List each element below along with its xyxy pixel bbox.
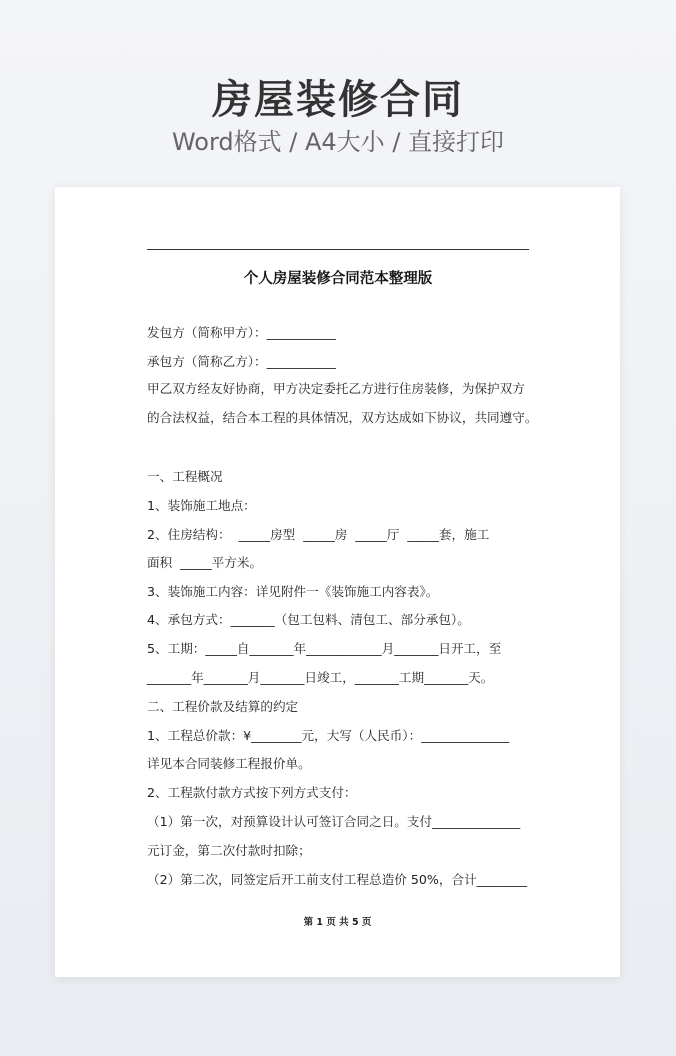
header-rule — [147, 249, 529, 250]
text-line: 面积 _____平方米。 — [147, 555, 263, 570]
text-line: （1）第一次，对预算设计认可签订合同之日。支付______________ — [147, 814, 521, 829]
text-line: 2、工程款付款方式按下列方式支付： — [147, 785, 357, 800]
text-line: 甲乙双方经友好协商，甲方决定委托乙方进行住房装修，为保护双方 — [147, 381, 525, 396]
text-line: 发包方（简称甲方）：___________ — [147, 325, 336, 340]
text-line: 2、住房结构： _____房型 _____房 _____厅 _____套，施工 — [147, 527, 490, 542]
page-number: 第 1 页 共 5 页 — [303, 917, 372, 928]
page-subtitle: Word格式 / A4大小 / 直接打印 — [171, 128, 505, 156]
text-line: _______年_______月_______日竣工，_______工期_______天。 — [147, 670, 494, 685]
text-line: 4、承包方式：_______（包工包料、清包工、部分承包）。 — [147, 612, 470, 627]
text-line: 的合法权益，结合本工程的具体情况，双方达成如下协议，共同遵守。 — [147, 410, 538, 425]
text-line: 1、工程总价款：¥________元，大写（人民币）：______________ — [147, 728, 510, 743]
text-line: （2）第二次，同签定后开工前支付工程总造价 50%，合计________ — [147, 872, 528, 887]
document-page — [55, 187, 620, 977]
text-line: 承包方（简称乙方）：___________ — [147, 354, 336, 369]
document-title: 个人房屋装修合同范本整理版 — [243, 271, 433, 287]
section-heading: 一、工程概况 — [147, 469, 223, 484]
text-line: 1、装饰施工地点： — [147, 498, 256, 513]
text-line: 详见本合同装修工程报价单。 — [147, 756, 311, 771]
section-heading: 二、工程价款及结算的约定 — [147, 699, 299, 714]
text-line: 5、工期：_____自_______年____________月_______日开工，至 — [147, 641, 502, 656]
page-title: 房屋装修合同 — [212, 77, 464, 123]
text-line: 元订金，第二次付款时扣除； — [147, 843, 311, 858]
text-line: 3、装饰施工内容：详见附件一《装饰施工内容表》。 — [147, 584, 439, 599]
